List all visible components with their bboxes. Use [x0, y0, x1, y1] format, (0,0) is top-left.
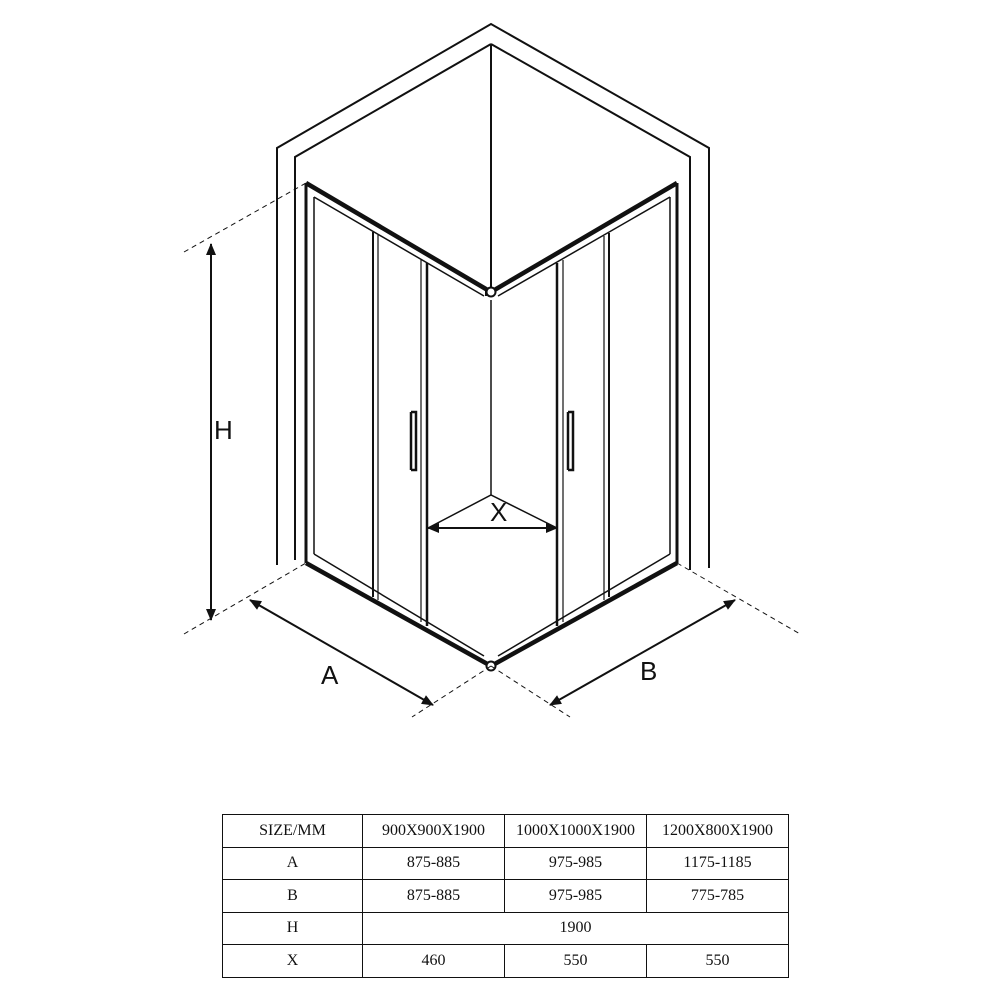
label-b: B: [640, 656, 658, 686]
left-handle: [411, 412, 416, 470]
table-cell: 875-885: [363, 880, 505, 913]
table-cell: A: [223, 847, 363, 880]
size-specification-table: [222, 814, 789, 978]
table-cell: 460: [363, 945, 505, 978]
table-row: [223, 945, 789, 978]
table-cell: X: [223, 945, 363, 978]
table-header-row: [223, 815, 789, 848]
label-a: A: [321, 660, 339, 690]
table-cell: B: [223, 880, 363, 913]
table-cell: SIZE/MM: [223, 815, 363, 848]
table-row: [223, 912, 789, 945]
table-cell: H: [223, 912, 363, 945]
label-h: H: [214, 415, 233, 445]
dimension-a-line: [250, 600, 433, 705]
table-cell: 1175-1185: [647, 847, 789, 880]
table-cell: 1000X1000X1900: [505, 815, 647, 848]
table-row: [223, 880, 789, 913]
table-cell-merged: 1900: [363, 912, 789, 945]
table-cell: 975-985: [505, 880, 647, 913]
table-cell: 1200X800X1900: [647, 815, 789, 848]
table-cell: 775-785: [647, 880, 789, 913]
label-x: X: [490, 497, 508, 527]
wall-inner-right: [491, 44, 690, 570]
table-cell: 550: [647, 945, 789, 978]
right-handle: [568, 412, 573, 470]
table-cell: 550: [505, 945, 647, 978]
table-cell: 900X900X1900: [363, 815, 505, 848]
table-cell: 875-885: [363, 847, 505, 880]
door-handles: [411, 412, 573, 470]
table-row: [223, 847, 789, 880]
table-cell: 975-985: [505, 847, 647, 880]
